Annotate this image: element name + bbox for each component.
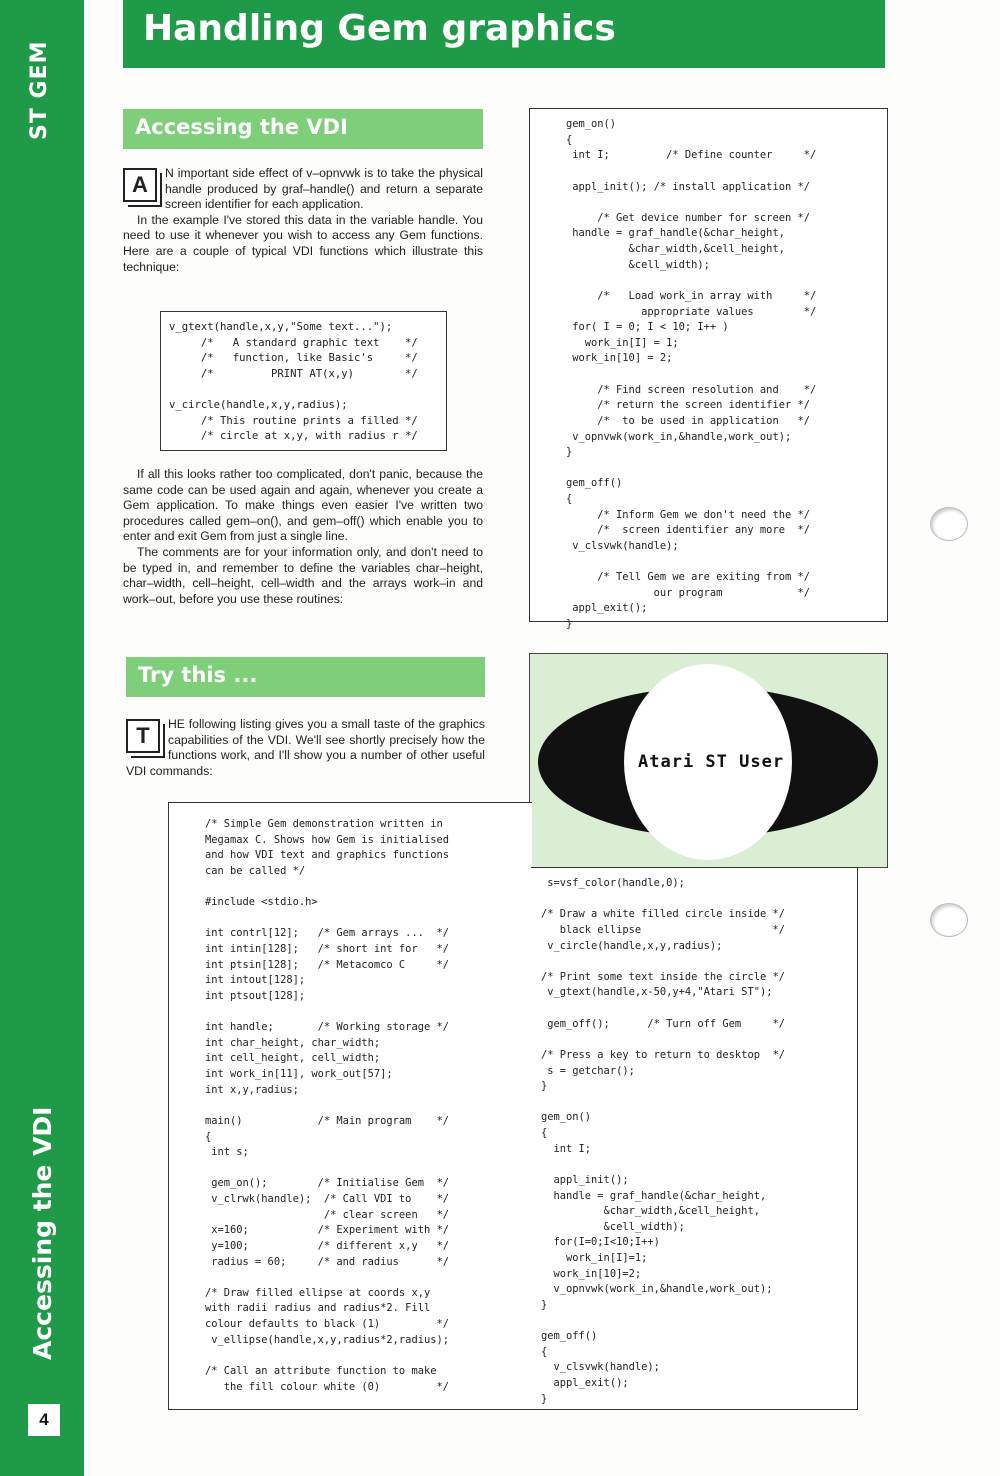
- paragraph: HE following listing gives you a small taste of the graphics capabilities of the VDI. We'll see shortly precisely how the functions work, and I'll show you a number of other useful VDI commands:: [126, 717, 485, 778]
- section-heading: Try this ...: [138, 663, 258, 687]
- paragraph: If all this looks rather too complicated, don't panic, because the same code can be used again and again, whenever you create a Gem application. To make things even easier I've written two procedures called gem–on(), and gem–off() which enable you to enter and exit Gem from just a single line.: [123, 467, 483, 544]
- punch-hole: [930, 507, 968, 541]
- graphic-label: Atari ST User: [638, 752, 785, 772]
- intro-text: [123, 166, 483, 275]
- program-output-graphic: [529, 653, 888, 868]
- section-heading: Accessing the VDI: [135, 115, 348, 139]
- code-listing: v_gtext(handle,x,y,"Some text..."); /* A standard graphic text */ /* function, like Basic's */ /* PRINT AT(x,y) */ v_circle(handle,x,y,radius); /* This routine prints a filled */ /* circle at x,y, with radius r */: [169, 321, 418, 443]
- code-listing: s=vsf_color(handle,0); /* Draw a white filled circle inside */ black ellipse */ v_circle(handle,x,y,radius); /* Print some text inside the circle */ v_gtext(handle,x-50,y+4,"Atari ST"); gem_off(); /* Turn off Gem */ /* Press a key to return to desktop */ s = getchar(); } gem_on() { int I; appl_init(); handle = graf_handle(&char_height, &char_width,&cell_height, &cell_width); for(I=0;I<10;I++) work_in[I]=1; work_in[10]=2; v_opnvwk(work_in,&handle,work_out); } gem_off() { v_clsvwk(handle); appl_exit(); }: [541, 877, 785, 1405]
- paragraph: N important side effect of v–opnvwk is to take the physical handle produced by graf–handle() and return a separate screen identifier for each application.: [165, 166, 483, 212]
- dropcap-t: T: [126, 719, 160, 753]
- code-listing: /* Simple Gem demonstration written in Megamax C. Shows how Gem is initialised and how VDI text and graphics functions can be called */ #include <stdio.h> int contrl[12]; /* Gem arrays ... */ int intin[128]; /* short int for */ int ptsin[128]; /* Metacomco C */ int intout[128]; int ptsout[128]; int handle; /* Working storage */ int char_height, char_width; int cell_height, cell_width; int work_in[11], work_out[57]; int x,y,radius; main() /* Main program */ { int s; gem_on(); /* Initialise Gem */ v_clrwk(handle); /* Call VDI to */ /* clear screen */ x=160; /* Experiment with */ y=100; /* different x,y */ radius = 60; /* and radius */ /* Draw filled ellipse at coords x,y with radii radius and radius*2. Fill colour defaults to black (1) */ v_ellipse(handle,x,y,radius*2,radius); /* Call an attribute function to make the fill colour white (0) */: [205, 818, 449, 1393]
- sidebar-section-label: Accessing the VDI: [28, 1106, 57, 1360]
- sidebar-top-label: ST GEM: [27, 40, 52, 140]
- punch-hole: [930, 903, 968, 937]
- code-box-gem-on-off: [529, 108, 888, 630]
- intro-text: [126, 717, 485, 779]
- code-listing: gem_on() { int I; /* Define counter */ appl_init(); /* install application */ /* Get device number for screen */ handle = graf_handle(&char_height, &char_width,&cell_height, &cell_width); /* Load work_in array with */ appropriate values */ for( I = 0; I < 10; I++ ) work_in[I] = 1; work_in[10] = 2; /* Find screen resolution and */ /* return the screen identifier */ /* to be used in application */ v_opnvwk(work_in,&handle,work_out); } gem_off() { /* Inform Gem we don't need the */ /* screen identifier any more */ v_clsvwk(handle); /* Tell Gem we are exiting from */ our program */ appl_exit(); }: [566, 118, 817, 630]
- code-box-small: [160, 311, 447, 451]
- code-box-main-listing: [168, 802, 532, 1410]
- page-title: Handling Gem graphics: [143, 8, 616, 49]
- paragraph: In the example I've stored this data in the variable handle. You need to use it whenever you wish to access any Gem functions. Here are a couple of typical VDI functions which illustrate this technique:: [123, 212, 483, 274]
- page-number: 4: [28, 1404, 60, 1436]
- code-box-main-listing-continued: [531, 867, 858, 1410]
- section-heading-bar: [126, 657, 485, 697]
- body-text: [123, 467, 483, 607]
- sidebar: [0, 0, 84, 1476]
- title-bar: [123, 0, 885, 68]
- dropcap-a: A: [123, 168, 157, 202]
- section-heading-bar: [123, 109, 483, 149]
- paragraph: The comments are for your information only, and don't need to be typed in, and remember to define the variables char–height, char–width, cell–height, cell–width and the arrays work–in and work–out, before you use these routines:: [123, 544, 483, 606]
